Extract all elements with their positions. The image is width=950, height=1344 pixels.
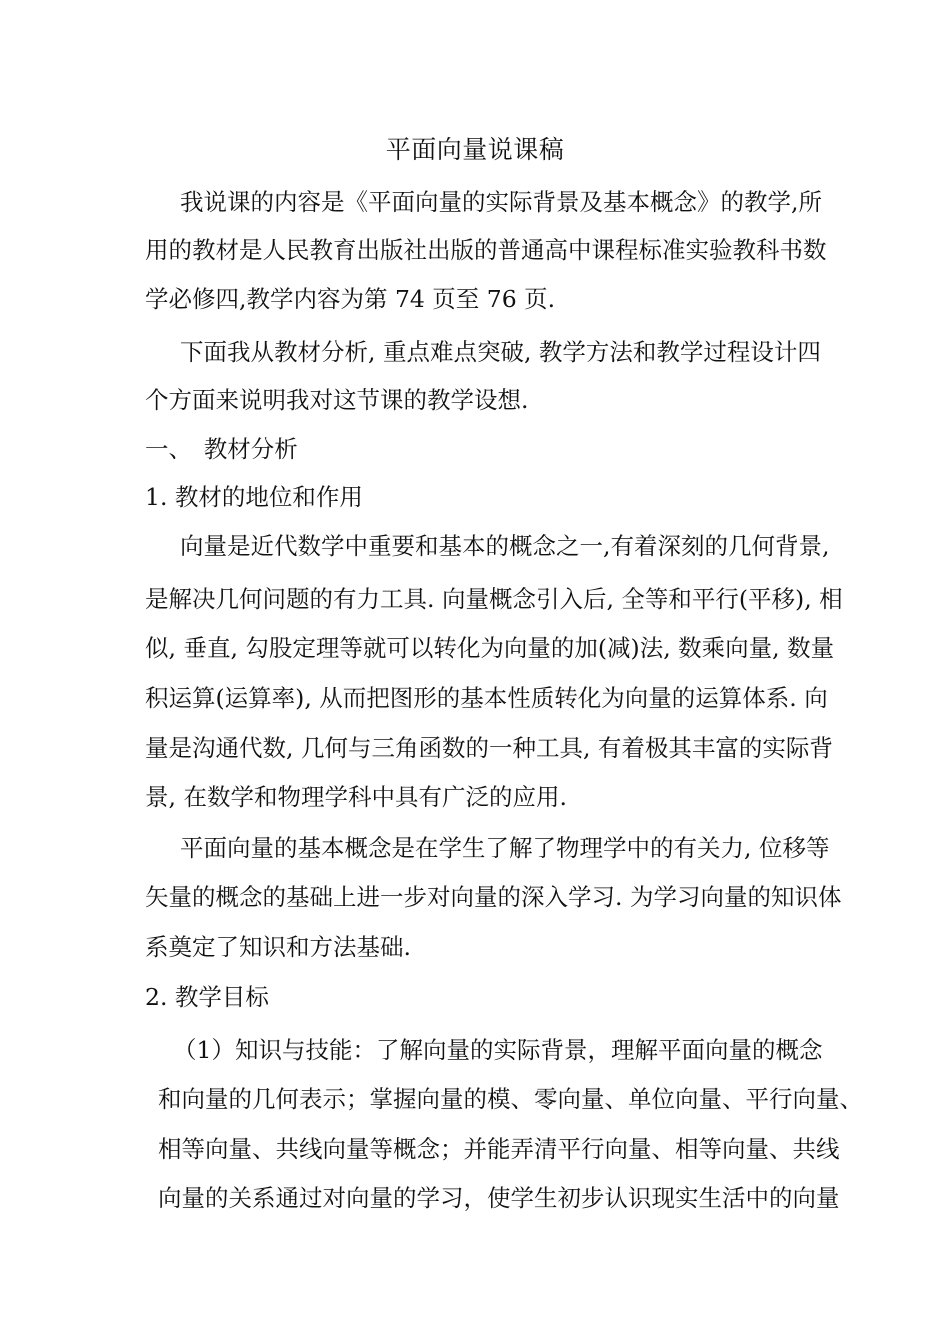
paragraph-line: 景, 在数学和物理学科中具有广泛的应用.	[145, 783, 567, 811]
paragraph-line: 向量的关系通过对向量的学习，使学生初步认识现实生活中的向量	[158, 1184, 840, 1212]
paragraph-line: 向量是近代数学中重要和基本的概念之一,有着深刻的几何背景,	[180, 532, 830, 560]
paragraph-line: 平面向量的基本概念是在学生了解了物理学中的有关力, 位移等	[180, 834, 830, 862]
paragraph-line: 积运算(运算率), 从而把图形的基本性质转化为向量的运算体系. 向	[145, 684, 828, 712]
paragraph-line: 相等向量、共线向量等概念；并能弄清平行向量、相等向量、共线	[158, 1135, 840, 1163]
paragraph-line: 似, 垂直, 勾股定理等就可以转化为向量的加(减)法, 数乘向量, 数量	[145, 634, 835, 662]
paragraph-line: 矢量的概念的基础上进一步对向量的深入学习. 为学习向量的知识体	[145, 883, 842, 911]
document-title: 平面向量说课稿	[385, 135, 565, 164]
paragraph-line: 我说课的内容是《平面向量的实际背景及基本概念》的教学,所	[180, 188, 822, 216]
subsection-heading: 2. 教学目标	[145, 983, 269, 1011]
paragraph-line: （1）知识与技能：了解向量的实际背景，理解平面向量的概念	[173, 1036, 823, 1064]
paragraph-line: 和向量的几何表示；掌握向量的模、零向量、单位向量、平行向量、	[158, 1085, 863, 1113]
paragraph-line: 是解决几何问题的有力工具. 向量概念引入后, 全等和平行(平移), 相	[145, 585, 843, 613]
subsection-heading: 1. 教材的地位和作用	[145, 483, 363, 511]
paragraph-line: 下面我从教材分析, 重点难点突破, 教学方法和教学过程设计四	[180, 338, 821, 366]
paragraph-line: 用的教材是人民教育出版社出版的普通高中课程标准实验教科书数	[145, 236, 827, 264]
paragraph-line: 系奠定了知识和方法基础.	[145, 933, 411, 961]
section-heading: 一、 教材分析	[145, 435, 298, 463]
paragraph-line: 量是沟通代数, 几何与三角函数的一种工具, 有着极其丰富的实际背	[145, 734, 833, 762]
paragraph-line: 学必修四,教学内容为第 74 页至 76 页.	[145, 285, 556, 313]
paragraph-line: 个方面来说明我对这节课的教学设想.	[145, 386, 529, 414]
